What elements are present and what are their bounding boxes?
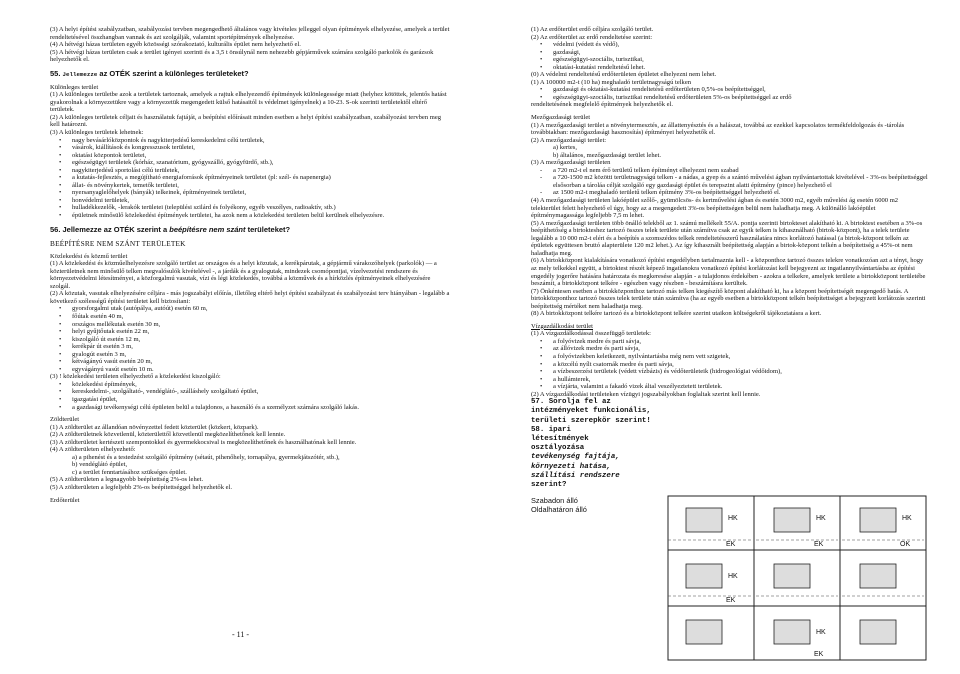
list-item: • hulladékkezelők, -lerakók területei (települési szilárd és folyékony, egyéb veszélyes, radioaktív, stb.) xyxy=(72,204,452,212)
paragraph: (5) A hétvégi házas területen csak a terület igényei szerinti és a 3,5 t önsúlynál nem nehezebb gépjárművek számára szolgáló parkolók és garázsok helyezhetők el. xyxy=(50,48,434,64)
paragraph: (4) A mezőgazdasági területen lakóépület szőlő-, gyümölcsös- és kertművelési ágban és esetén 3000 m2, egyéb művelési ág esetén 6000 m2 telekterület felett helyezhető el úgy, hogy az a megengedett 3%-os beépítettségen belül nem haladhatja meg. A különálló lakóépület építménymagassága legfeljebb 7,5 m lehet. xyxy=(531,197,899,220)
list-item: • a folyóvizekben keletkezett, nyilvántartásba még nem vett szigetek, xyxy=(553,353,929,361)
right-column xyxy=(531,26,929,515)
paragraph: (4) A zöldterületen elhelyezhető: xyxy=(50,446,136,454)
paragraph: (3) A mezőgazdasági területen xyxy=(531,159,611,167)
forest-purpose-list xyxy=(531,41,929,71)
list-item: • vásárok, kiállítások és kongresszusok területei, xyxy=(72,144,452,152)
building-plot xyxy=(686,508,722,532)
list-item: • főútak esetén 40 m, xyxy=(72,313,452,321)
question-emphasis: beépítésre nem szánt xyxy=(169,224,246,234)
left-column xyxy=(50,26,452,504)
question-text: területeket? xyxy=(245,224,291,234)
paragraph: (0) A védelmi rendeltetésű erdőterületen épületet elhelyezni nem lehet. xyxy=(531,71,717,79)
building-plot xyxy=(686,564,722,588)
paragraph: (3) A helyi építési szabályzatban, szabályozási tervben megengedhető általános vagy kivételes jelleggel olyan építmények elhelyezése, amelyek a terület rendeltetésével összhangban vannak és azt szolgálják, valamint sportépítmények elhelyezése. xyxy=(50,26,450,41)
list-item: • kerékpár út esetén 3 m, xyxy=(72,343,452,351)
paragraph: (2) A mezőgazdasági terület: xyxy=(531,136,607,144)
question-58-line: tevékenység fajtája, xyxy=(531,453,620,462)
paragraph: (5) A zöldterületen a legnagyobb beépítettség 2%-os lehet. xyxy=(50,476,204,484)
special-areas-list xyxy=(50,137,452,220)
paragraph: (3) A zöldterületet kertészeti szempontokkel és gyermekkocsival is megközelíthetőnek és használhatónak kell lennie. xyxy=(50,438,357,446)
list-item: • a kutatás-fejlesztés, a megújítható energiaforrások építményeinek területei (pl: szél- és napenergia) xyxy=(72,174,452,182)
list-item: b) általános, mezőgazdasági terület lehet. xyxy=(553,151,661,159)
question-58-line: szerint? xyxy=(531,481,567,490)
question-text: az OTÉK szerint a xyxy=(101,224,170,234)
paragraph: (1) A vízgazdálkodással összefüggő területek: xyxy=(531,330,651,338)
paragraph: (3) A különleges területek lehetnek: xyxy=(50,129,144,137)
forest-density-list xyxy=(531,86,929,101)
paragraph: (1) Az erdőterület erdő céljára szolgáló terület. xyxy=(531,26,654,33)
site-plan-sketch xyxy=(666,494,928,662)
sketch-mark: HK xyxy=(816,629,826,636)
list-item: • egészségügyi-szociális, turisztikai, xyxy=(553,56,929,64)
list-item: b) vendéglátó épület, xyxy=(72,461,128,469)
sketch-mark: OK xyxy=(900,541,911,548)
question-58-line: osztályozása xyxy=(531,444,585,453)
paragraph: (5) A mezőgazdasági területen több önálló telekből az 1. számú mellékelt 55/A. pontja szerinti birtokteset alakítható ki. A birtoktest esetében a 3%-os beépíthetőség a birtokteshez tartozó összes telek területe után számítva csak az egyik telken is kihasználható (birtok-központ), ha a telek területe legalább a 10 000 m2-t eléri és a beépítés a szomszédos telkek rendeltetésszerű használatára nincs korlátozó hatással (a birtok-központ telkén az épületek együttesen bruttó alapterülete 120 m2 lehet.). Az így kihasznált beépítettség alapján a birtok-központ telkén a beépítettség a 45%-ot nem haladhatja meg. xyxy=(531,219,923,257)
question-verb: Jellemezze xyxy=(62,70,98,78)
list-item: • épületnek minősülő közlekedési építmények területei, ha azok nem a közlekedési területen belül kerülnek elhelyezésre. xyxy=(72,212,452,220)
question-58-line: környezeti hatása, xyxy=(531,462,611,471)
water-areas-list xyxy=(531,338,929,391)
list-item: • egyvágányú vasút esetén 10 m. xyxy=(72,366,452,374)
list-item: c) a terület fenntartásához szükséges épület. xyxy=(72,468,187,476)
sketch-mark: HK xyxy=(816,515,826,522)
list-item: • honvédelmi területek, xyxy=(72,197,452,205)
list-item: • védelmi (védett és védő), xyxy=(553,41,929,49)
list-item: • állat- és növénykertek, temetők területei, xyxy=(72,182,452,190)
list-item: a) a pihenést és a testedzést szolgáló építmény (sétaút, pihenőhely, tornapálya, gyermekjátszótér, stb.), xyxy=(72,453,340,461)
list-item: • gazdasági és oktatási-kutatási rendeltetésű erdőterületen 0,5%-os beépítettséggel, xyxy=(553,86,929,94)
list-item: • a hullámterek, xyxy=(553,376,929,384)
section-title: Közlekedési és közmű terület xyxy=(50,252,128,260)
agricultural-rules-list xyxy=(531,167,929,197)
question-58-line: létesítmények xyxy=(531,435,589,444)
building-plot xyxy=(686,620,722,644)
question-57: 57. Sorolja fel az intézményeket funkcionális, területi szerepkör szerint! xyxy=(531,398,651,425)
sketch-mark: HK xyxy=(902,515,912,522)
paragraph: (6) A birtokközpont kialakítására vonatkozó építési engedélyben tartalmaznia kell - a központhoz tartozó összes telekre vonatkozóan azt a tényt, hogy az mely telkekkel együtt, a birtoktest részét képező ingatlanokra vonatkozó építési korlátozást kell bejegyezni az ingatlannyilvántartásba az építési engedély jogerőre hatására határozata és megkeresése alapján - a tulajdonos érdekében - azokra a telkekre, amelyek területe a birtokközpont területébe beszámít, a birtokközpont telkére - egészben vagy részben - beszámításra kerültek. xyxy=(531,257,926,288)
list-item: • igazgatási épület, xyxy=(72,396,452,404)
list-item: • kiszolgáló út esetén 12 m, xyxy=(72,336,452,344)
sketch-mark: EK xyxy=(726,597,736,604)
paragraph: (2) A zöldterületnek közvetlenül, közterülettől közvetlenül megközelíthetőnek kell lennie. xyxy=(50,431,286,439)
section-heading: BEÉPÍTÉSRE NEM SZÁNT TERÜLETEK xyxy=(50,238,186,248)
paragraph: (5) A zöldterületen a legfeljebb 2%-os beépítettséggel helyezhetők el. xyxy=(50,483,232,491)
list-item: a) kertes, xyxy=(553,144,577,152)
sketch-mark: EK xyxy=(814,541,824,548)
list-item: • kereskedelmi-, szolgáltató-, vendéglátó-, szálláshely szolgáltató épület, xyxy=(72,388,452,396)
question-58-line: 58. ipari xyxy=(531,425,571,434)
list-item: • egészségügyi területek (kórház, szanatórium, gyógyszálló, gyógyfürdő, stb.), xyxy=(72,159,452,167)
list-item: • a vízjárta, valamint a fakadó vizek által veszélyeztetett területek. xyxy=(553,383,929,391)
sketch-mark: EK xyxy=(814,651,824,658)
list-item: • egészségügyi-szociális, turisztikai rendeltetésű erdőterületen 5%-os beépítettséggel az erdő xyxy=(553,94,929,102)
paragraph: (1) A 100000 m2-t (10 ha) meghaladó területnagyságú telken xyxy=(531,78,691,86)
list-item: • oktatási-kutatási rendeltetésű lehet. xyxy=(553,64,929,72)
building-plot xyxy=(860,620,896,644)
paragraph: (2) A vízgazdálkodási területeken vízügyi jogszabályokban foglaltak szerint kell lennie. xyxy=(531,390,761,398)
paragraph: (1) A közlekedési és közműelhelyezésre szolgáló terület az országos és a helyi közutak, a kerékpárutak, a gépjármű várakozóhelyek (parkolók) — a közterületnek nem minősülő telken megvalósulók kivételével -, a járdák és a gyalogutak, mindezek csomópontjai, vízelvezetési rendszere és környezetvédelmi létesítményei, a közforgalmú vasutak, vízi és légi közlekedés, továbbá a közművek és a hírközlés építményeinek elhelyezésére szolgál. xyxy=(50,260,437,290)
list-item: • gyalogút esetén 3 m, xyxy=(72,351,452,359)
section-title: Erdőterület xyxy=(50,496,80,504)
paragraph: (8) A birtokközpont telkére tartozó és a birtokközpont telkére szerint utaikon költségekről tájékoztatásra a kert. xyxy=(531,310,822,318)
building-plot xyxy=(860,508,896,532)
list-item: • gazdasági, xyxy=(553,49,929,57)
question-text: az OTÉK szerint a különleges területeket? xyxy=(97,68,249,78)
road-width-list xyxy=(50,305,452,373)
paragraph: (1) A különleges területbe azok a területek tartoznak, amelyek a rajtuk elhelyezendő építmények különlegessége miatt (helyhez kötöttek, jelentős hatást gyakorolnak a környezetükre vagy a környezetük megengedett külső hatásaitól is védelmet igényelnek) a 10-23. S-ok szerinti területektől eltérő területek. xyxy=(50,91,447,114)
paragraph: (2) A közutak, vasutak elhelyezésére céljára - más jogszabályi előírás, illetőleg eltérő helyi építési szabályzat és szabályozási terv hiányában - legalább a következő szélességű építési területet kell biztosítani: xyxy=(50,290,450,305)
paragraph: (1) A zöldterület az állandóan növényzettel fedett közterület (közkert, közpark). xyxy=(50,423,259,431)
question-number: 56. Jellemezze xyxy=(50,224,102,234)
section-title: Vízgazdálkodási terület xyxy=(531,322,593,330)
list-item: • nagykiterjedésű sportolási célú területek, xyxy=(72,167,452,175)
list-item: - a 720-1500 m2 közötti területnagyságú telken - a nádas, a gyep és a szántó művelési ágban nyilvántartottak kivételével - 3%-os beépítettséggel elsősorban a tároláa célját szolgáló egy gazdasági épület és terepszint alatti építmény (pince) helyezhető el xyxy=(553,174,929,189)
list-item: • a közcélú nyílt csatornák medre és parti sávja, xyxy=(553,361,929,369)
sketch-caption: Oldalhatáron álló xyxy=(531,505,587,515)
paragraph: (4) A hétvégi házas területen egyéb közösségi szórakoztató, kulturális épület nem helyezhető el. xyxy=(50,41,301,49)
building-plot xyxy=(774,620,810,644)
paragraph: (1) A mezőgazdasági terület a növénytermesztés, az állattenyésztés és a halászat, továbbá az ezekkel kapcsolatos termékfeldolgozás és -tárolás továbbiakban: mezőgazdasági hasznosítás) építményei helyezhetők el. xyxy=(531,121,905,137)
list-item: • közlekedési építmények, xyxy=(72,381,452,389)
section-title: Különleges terület xyxy=(50,83,99,91)
sketch-mark: HK xyxy=(728,515,738,522)
list-item: - a 720 m2-t el nem érő területű telken építményt elhelyezni nem szabad xyxy=(553,167,929,175)
list-item: - az 1500 m2-t meghaladó területű telken építmény 3%-os beépítettséggel helyezhető el. xyxy=(553,189,929,197)
question-56 xyxy=(50,225,452,234)
section-title: Mezőgazdasági terület xyxy=(531,114,591,122)
list-item: • a vízbeszerzési területek (védett vízbázis) és védőterületeik (hidrogeológiai védőidom), xyxy=(553,368,929,376)
question-55 xyxy=(50,69,452,79)
sketch-caption: Szabadon álló xyxy=(531,496,578,506)
section-title: Zöldterület xyxy=(50,416,80,424)
list-item: • gyorsforgalmi utak (autópálya, autóút) esetén 60 m, xyxy=(72,305,452,313)
paragraph: (2) A különleges területek céljait és használatuk fajtáját, a beépítési előírásait minden esetben a helyi építési szabályzatban, szabályozási tervben meg kell határozni. xyxy=(50,113,442,129)
paragraph: (2) Az erdőterület az erdő rendeltetése szerint: xyxy=(531,33,653,41)
list-item: • kétvágányú vasút esetén 20 m, xyxy=(72,358,452,366)
sketch-mark: EK xyxy=(726,541,736,548)
paragraph: (7) Önkéntesen esetben a birtokközponthoz tartozó más telken kiegészítő központ alakítható ki, ha a központ beépítettségét megengedő hatás. A birtokközponthoz tartozó összes telek területe után számítva (ha az egyéb esetben a birtokközpont telkén beépítettséget a bejegyzett korlátozás szerinti beépítettség mértéket nem haladhatja meg. xyxy=(531,287,926,310)
building-plot xyxy=(774,508,810,532)
list-item: • országos mellékutak esetén 30 m, xyxy=(72,321,452,329)
building-plot xyxy=(774,564,810,588)
question-58-line: szállítási rendszere xyxy=(531,471,620,480)
page-number: - 11 - xyxy=(232,630,250,639)
paragraph: rendeltetésének megfelelő építmények helyezhetők el. xyxy=(531,101,673,109)
service-list xyxy=(50,381,452,411)
list-item: • nyersanyaglelőhelyek (bányák) telkeinek, építményeinek területei, xyxy=(72,189,452,197)
sketch-mark: HK xyxy=(728,573,738,580)
paragraph: (3) ! közlekedési területen elhelyezhető a közlekedést kiszolgáló: xyxy=(50,373,221,381)
list-item: • oktatási központok területei, xyxy=(72,152,452,160)
questions-block xyxy=(531,398,659,514)
list-item: • helyi gyűjtőutak esetén 22 m, xyxy=(72,328,452,336)
question-number: 55. xyxy=(50,68,61,78)
list-item: • a folyóvizek medre és parti sávja, xyxy=(553,338,929,346)
list-item: • a gazdasági tevékenységi célú épületen belül a tulajdonos, a használó és a személyzet számára szolgáló lakás. xyxy=(72,404,452,412)
building-plot xyxy=(860,564,896,588)
list-item: • az állóvizek medre és parti sávja, xyxy=(553,345,929,353)
list-item: • nagy bevásárlóközpontok és nagykiterjedésű kereskedelmi célú területek, xyxy=(72,137,452,145)
